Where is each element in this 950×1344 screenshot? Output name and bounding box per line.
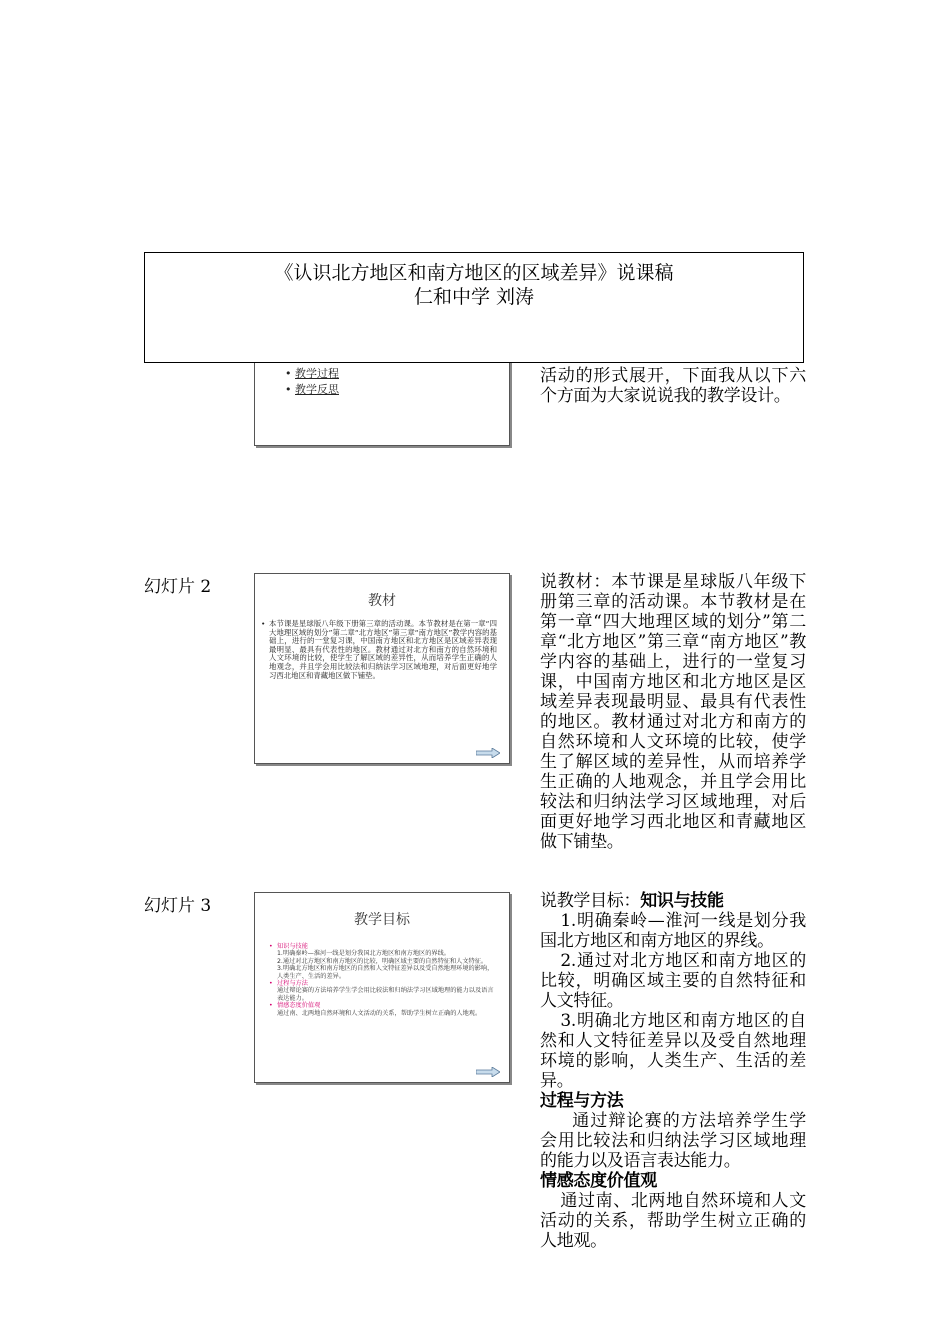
slide-3-thumbnail[interactable] <box>254 892 510 1083</box>
slide-3-label: 幻灯片 3 <box>144 896 212 916</box>
heading-attitude: 情感态度价值观 <box>540 1171 657 1191</box>
slide-2-body: • 本节课是星球版八年级下册第三章的活动课。本节教材是在第一章“四大地理区域的划分”第二章“北方地区”第三章“南方地区”教学内容的基础上，进行的一堂复习课，中国南方地区和北方地区是区域差异表现最明显、最具有代表性的地区。教材通过对北方和南方的自然环境和人文环境的比较，使学生了解区域的差异性，从而培养学生正确的人地观念，并且学会用比较法和归纳法学习区域地理，对后面更好地学习西北地区和青藏地区做下铺垫。 <box>261 619 497 680</box>
slide-1-notes: 活动的形式展开，下面我从以下六个方面为大家说说我的教学设计。 <box>540 366 806 406</box>
slide-3-title: 教学目标 <box>354 912 410 928</box>
slide-3-notes: 说教学目标：知识与技能 1.明确秦岭—淮河一线是划分我国北方地区和南方地区的界线。 2.通过对北方地区和南方地区的比较，明确区域主要的自然特征和人文特征。 3.明确北方地区和南方地区的自然和人文特征差异以及受自然地理环境的影响，人类生产、生活的差异。 过程与方法 通过辩论赛的方法培养学生学会用比较法和归纳法学习区域地理的能力以及语言表达能力。 情感态度价值观 通过南、北两地自然环境和人文活动的关系，帮助学生树立正确的人地观。 <box>540 891 806 1251</box>
slide-2-label: 幻灯片 2 <box>144 577 212 597</box>
heading-knowledge: 知识与技能 <box>640 891 724 911</box>
bullet-icon: • <box>269 1002 273 1010</box>
heading-process: 过程与方法 <box>540 1091 624 1111</box>
document-title-box <box>144 252 804 363</box>
slide-1-outline <box>285 366 339 398</box>
author-line: 仁和中学 刘涛 <box>413 286 535 308</box>
slide-3-body: • 知识与技能 1.明确秦岭—淮河一线是划分我国北方地区和南方地区的界线。 2.通过对北方地区和南方地区的比较，明确区域主要的自然特征和人文特征。 3.明确北方地区和南方地区的自然和人文特征差异以及受自然地理环境的影响，人类生产、生活的差异。 • 过程与方法 通过辩论赛的方法培养学生学会用比较法和归纳法学习区域地理的能力以及语言表达能力。 • 情感态度价值观 通过南、北两地自然环境和人文活动的关系，帮助学生树立正确的人地观。 <box>269 943 494 1017</box>
outline-item[interactable]: • 教学过程 <box>285 367 339 380</box>
slide-2-thumbnail[interactable] <box>254 573 510 764</box>
bullet-icon: • <box>261 619 266 628</box>
next-arrow-icon[interactable] <box>476 748 500 758</box>
next-arrow-icon[interactable] <box>476 1067 500 1077</box>
outline-item[interactable]: • 教学反思 <box>285 383 339 396</box>
slide-2-title: 教材 <box>368 593 396 609</box>
bullet-icon: • <box>269 943 273 950</box>
slide-2-notes: 说教材：本节课是星球版八年级下册第三章的活动课。本节教材是在第一章“四大地理区域的划分”第二章“北方地区”第三章“南方地区”教学内容的基础上，进行的一堂复习课，中国南方地区和北方地区是区域差异表现最明显、最具有代表性的地区。教材通过对北方和南方的自然环境和人文环境的比较，使学生了解区域的差异性，从而培养学生正确的人地观念，并且学会用比较法和归纳法学习区域地理，对后面更好地学习西北地区和青藏地区做下铺垫。 <box>540 572 806 852</box>
bullet-icon: • <box>269 980 273 988</box>
document-title: 《认识北方地区和南方地区的区域差异》说课稿 <box>274 262 674 284</box>
